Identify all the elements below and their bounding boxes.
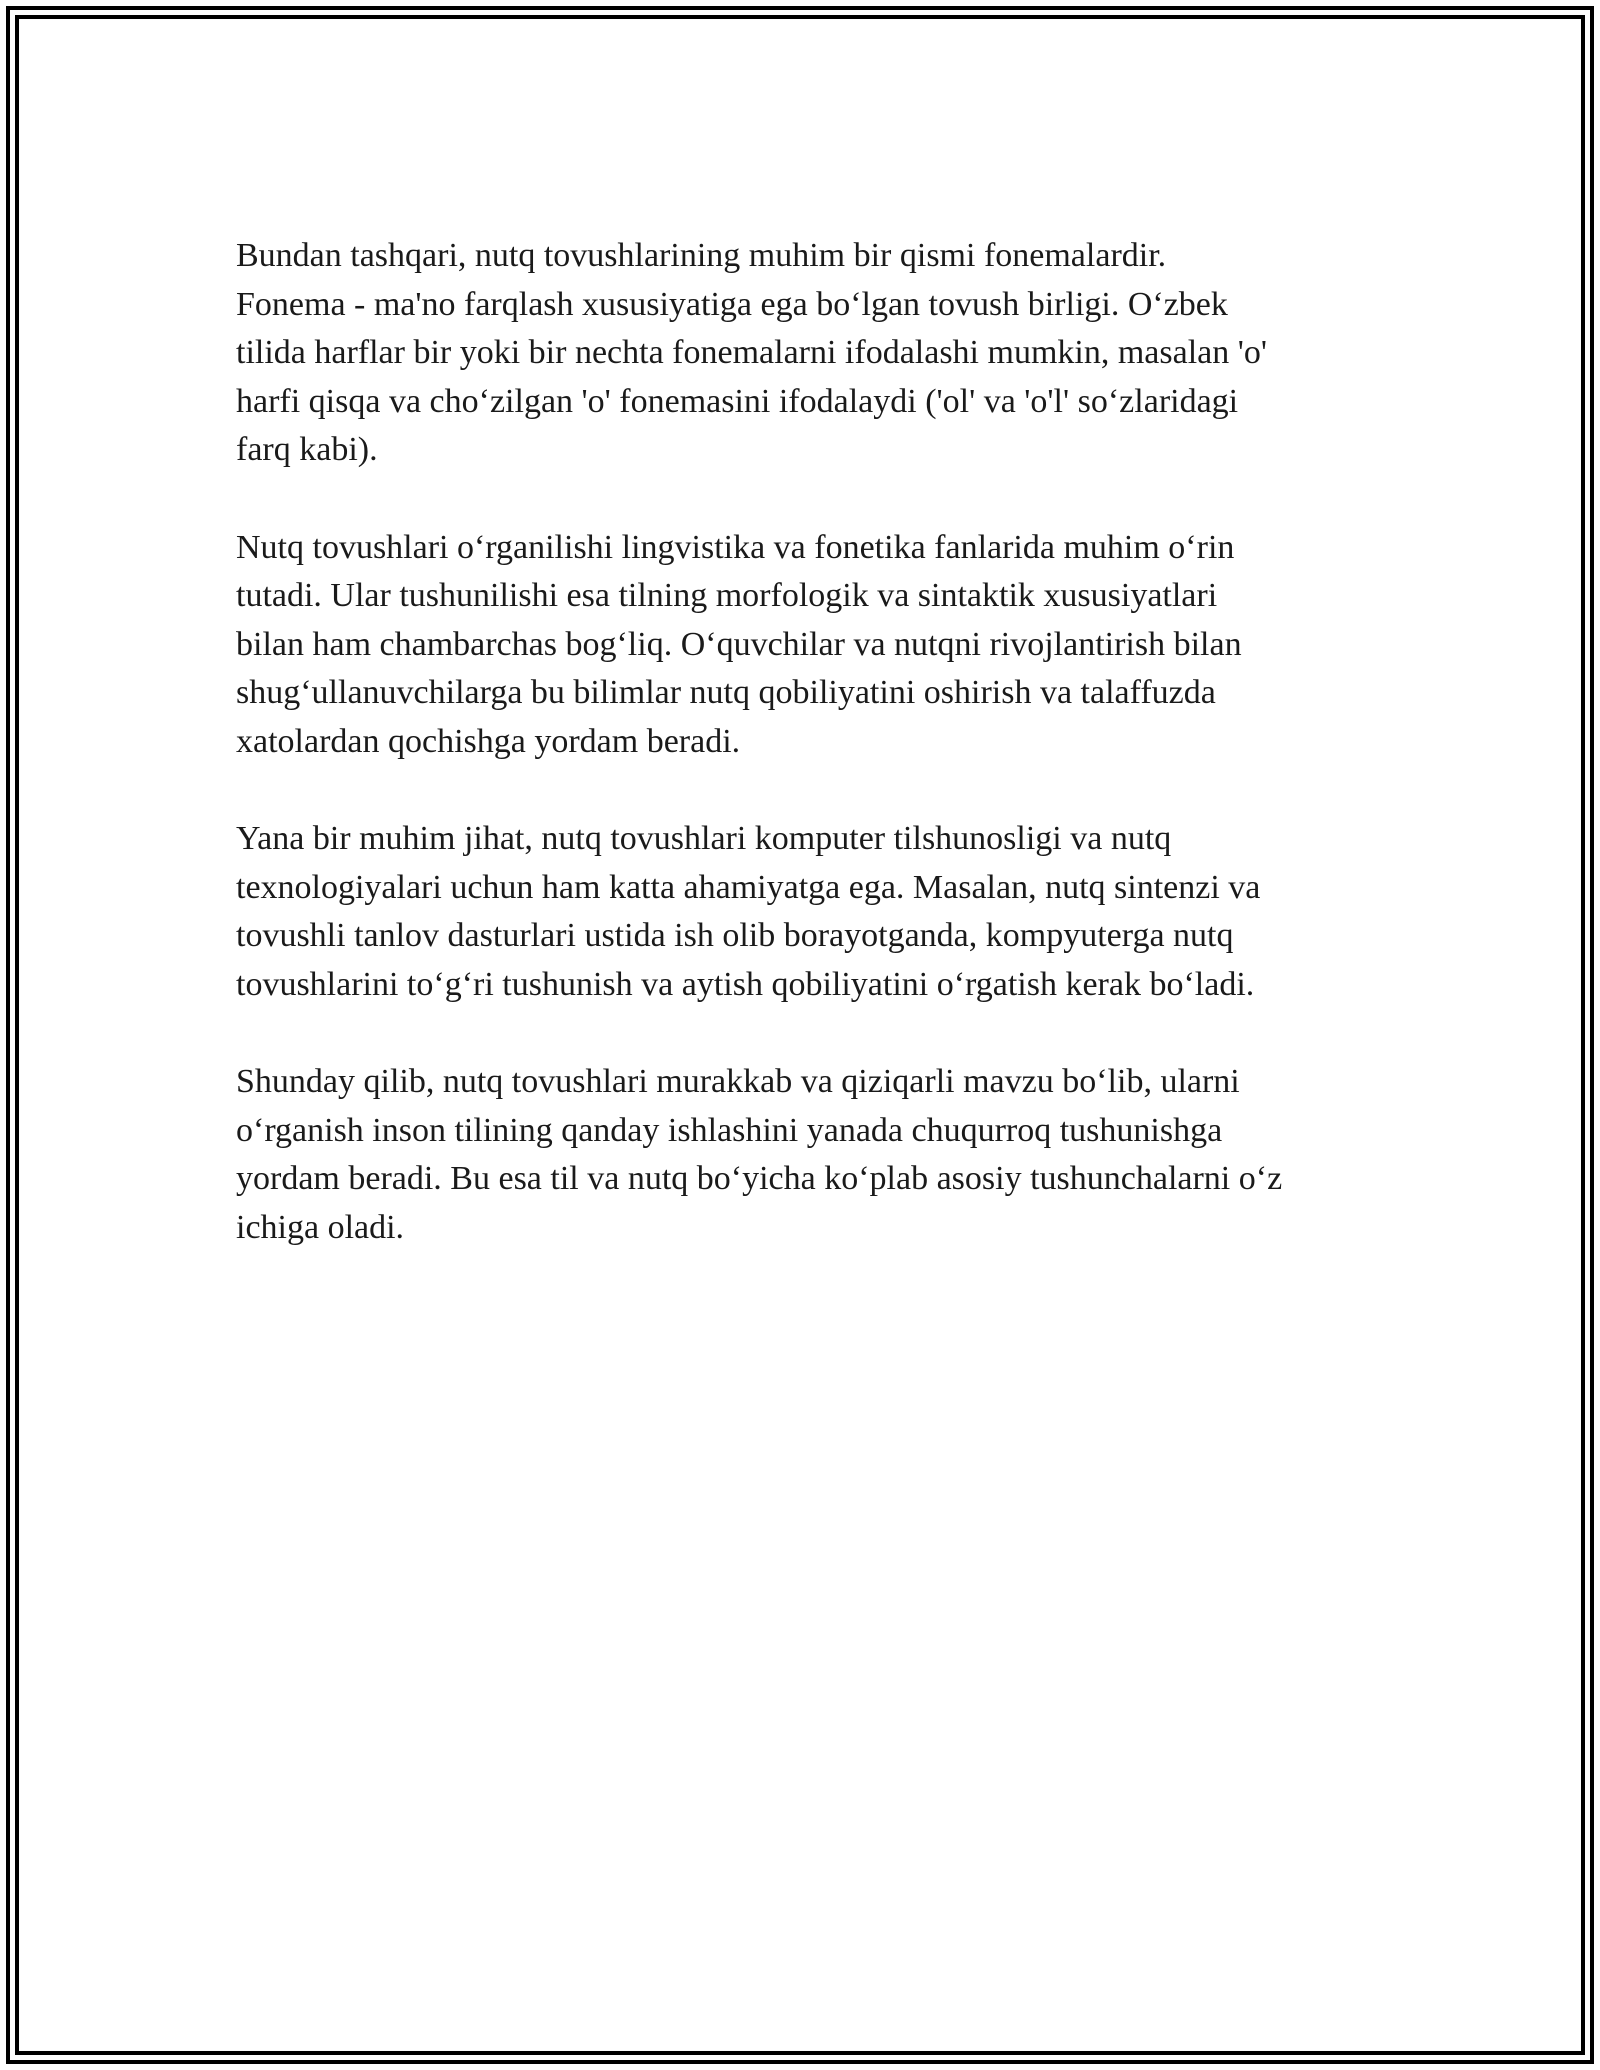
document-body <box>236 232 1386 1301</box>
paragraph-study-of-speech-sounds: Nutq tovushlari o‘rganilishi lingvistika va fonetika fanlarida muhim o‘rin tutadi. Ular tushunilishi esa tilning morfologik va sintaktik xususiyatlari bilan ham chambarchas bog‘liq. O‘quvchilar va nutqni rivojlantirish bilan shug‘ullanuvchilarga bu bilimlar nutq qobiliyatini oshirish va talaffuzda xatolardan qochishga yordam beradi. <box>236 528 1242 760</box>
paragraph-computational-linguistics: Yana bir muhim jihat, nutq tovushlari komputer tilshunosligi va nutq texnologiyalari uchun ham katta ahamiyatga ega. Masalan, nutq sintenzi va tovushli tanlov dasturlari ustida ish olib borayotganda, kompyuterga nutq tovushlarini to‘g‘ri tushunish va aytish qobiliyatini o‘rgatish kerak bo‘ladi. <box>236 820 1261 1003</box>
paragraph-conclusion: Shunday qilib, nutq tovushlari murakkab va qiziqarli mavzu bo‘lib, ularni o‘rganish inson tilining qanday ishlashini yanada chuqurroq tushunishga yordam beradi. Bu esa til va nutq bo‘yicha ko‘plab asosiy tushunchalarni o‘z ichiga oladi. <box>236 1063 1283 1246</box>
paragraph-phonemes: Bundan tashqari, nutq tovushlarining muhim bir qismi fonemalardir. Fonema - ma'no farqlash xususiyatiga ega bo‘lgan tovush birligi. O‘zbek tilida harflar bir yoki bir nechta fonemalarni ifodalashi mumkin, masalan 'o' harfi qisqa va cho‘zilgan 'o' fonemasini ifodalaydi ('ol' va 'o'l' so‘zlaridagi farq kabi). <box>236 237 1267 468</box>
